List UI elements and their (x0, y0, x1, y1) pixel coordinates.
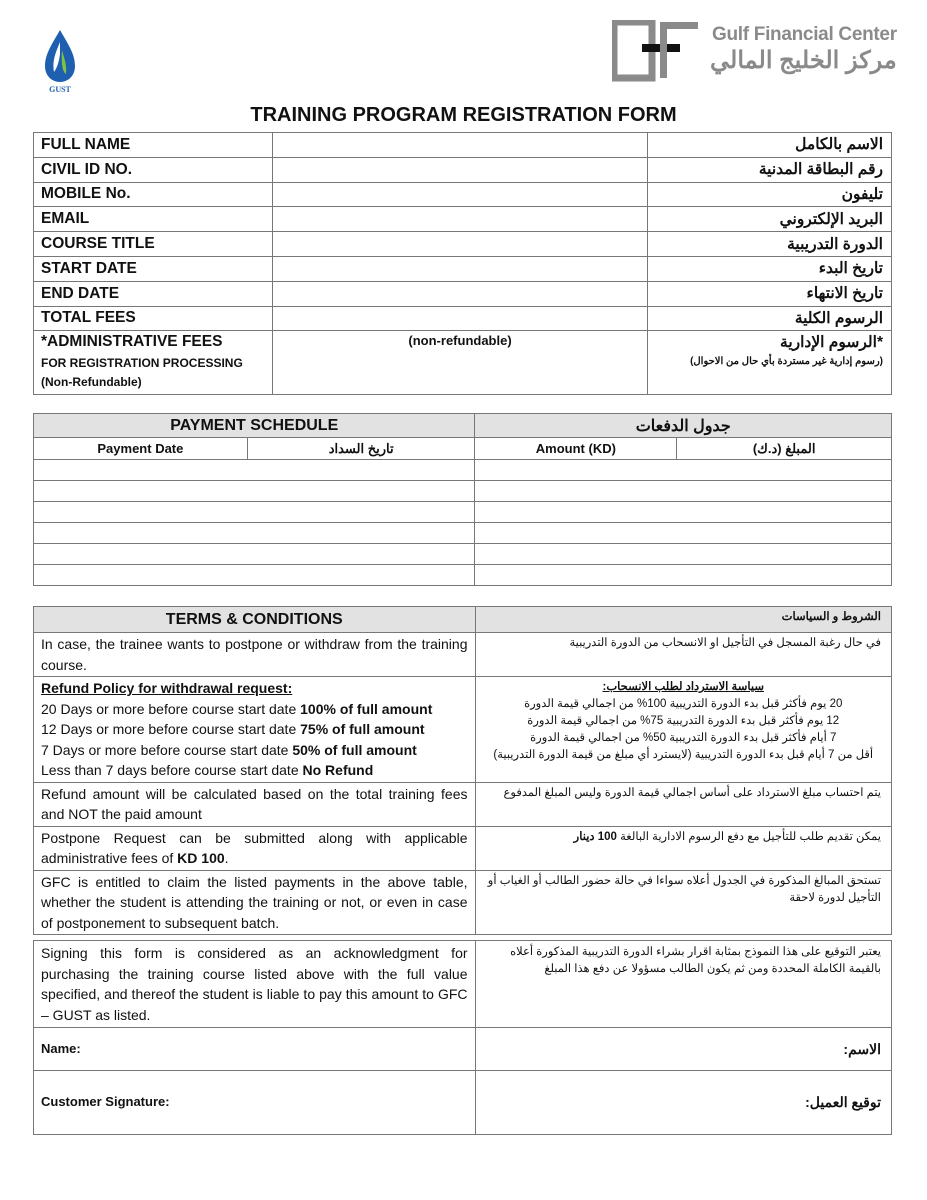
refund-calc-text: Refund amount will be calculated based on the total training fees and NOT the paid amount (34, 782, 476, 826)
svg-text:GUST: GUST (49, 85, 71, 94)
gust-logo (40, 28, 80, 94)
refund-policy (34, 677, 476, 783)
admin-fees-title-ar: *الرسوم الإدارية (780, 334, 883, 352)
postpone-text: In case, the trainee wants to postpone or withdraw from the training course. (34, 633, 476, 677)
payment-schedule-table (33, 413, 892, 586)
admin-fees-sub2: (Non-Refundable) (41, 375, 142, 390)
ack-text-ar: يعتبر التوقيع على هذا النموذج بمثابة اقرار بشراء الدورة التدريبية المذكورة أعلاه بالقيمة الكاملة المحددة ومن ثم يكون الطالب مسؤولا عن دفع هذا المبلغ (475, 941, 891, 1028)
terms-row (34, 677, 892, 783)
email-label: EMAIL (34, 207, 273, 232)
payment-row (34, 481, 892, 502)
total-fees-field[interactable] (272, 306, 647, 331)
terms-row (34, 633, 892, 677)
total-fees-label-ar: الرسوم الكلية (648, 306, 892, 331)
payment-amount-cell[interactable] (475, 460, 892, 481)
registration-info-table (33, 132, 892, 395)
payment-date-cell[interactable] (34, 544, 475, 565)
payment-row (34, 502, 892, 523)
payment-row (34, 565, 892, 586)
end-date-label: END DATE (34, 281, 273, 306)
info-row (34, 133, 892, 158)
full-name-label: FULL NAME (34, 133, 273, 158)
payment-row (34, 460, 892, 481)
postpone-request-text: Postpone Request can be submitted along with applicable administrative fees of KD 100. (34, 826, 476, 870)
name-row (34, 1028, 892, 1071)
gfc-logo (612, 20, 902, 84)
non-refundable-note: (non-refundable) (408, 333, 512, 349)
terms-row (34, 782, 892, 826)
name-field[interactable] (34, 1028, 476, 1071)
signature-field[interactable] (34, 1071, 476, 1135)
payment-date-cell[interactable] (34, 523, 475, 544)
postpone-text-ar: في حال رغبة المسجل في التأجيل او الانسحاب من الدورة التدريبية (475, 633, 892, 677)
mobile-field[interactable] (272, 182, 647, 207)
payment-date-cell[interactable] (34, 460, 475, 481)
form-title: TRAINING PROGRAM REGISTRATION FORM (250, 104, 677, 126)
terms-row (34, 870, 892, 935)
payment-title: PAYMENT SCHEDULE (34, 414, 475, 438)
name-field-ar[interactable] (475, 1028, 891, 1071)
payment-date-cell[interactable] (34, 481, 475, 502)
refund-line-ar: 20 يوم فأكثر قبل بدء الدورة التدريبية 100% من اجمالي قيمة الدورة (524, 698, 843, 710)
payment-row (34, 544, 892, 565)
terms-table (33, 606, 892, 935)
ack-row (34, 941, 892, 1028)
info-row (34, 306, 892, 331)
course-title-field[interactable] (272, 232, 647, 257)
signature-label-ar: توقيع العميل: (805, 1094, 881, 1110)
email-label-ar: البريد الإلكتروني (648, 207, 892, 232)
terms-row (34, 826, 892, 870)
payment-amount-cell[interactable] (475, 502, 892, 523)
amount-header-ar: المبلغ (د.ك) (677, 438, 892, 460)
payment-row (34, 523, 892, 544)
refund-policy-ar (475, 677, 892, 783)
civil-id-label: CIVIL ID NO. (34, 157, 273, 182)
postpone-request-text-ar: يمكن تقديم طلب للتأجيل مع دفع الرسوم الادارية البالغة 100 دينار (475, 826, 892, 870)
claim-text: GFC is entitled to claim the listed payments in the above table, whether the student is attending the training or not, or even in case of postponement to subsequent batch. (34, 870, 476, 935)
payment-amount-cell[interactable] (475, 481, 892, 502)
name-label-ar: الاسم: (843, 1040, 881, 1057)
acknowledgement-table (33, 940, 892, 1135)
info-row (34, 281, 892, 306)
signature-row (34, 1071, 892, 1135)
info-row (34, 232, 892, 257)
info-row (34, 182, 892, 207)
gfc-name-ar: مركز الخليج المالي (710, 47, 897, 74)
end-date-field[interactable] (272, 281, 647, 306)
terms-title-ar: الشروط و السياسات (475, 607, 892, 633)
mobile-label-ar: تليفون (648, 182, 892, 207)
info-row (34, 207, 892, 232)
refund-calc-text-ar: يتم احتساب مبلغ الاسترداد على أساس اجمالي قيمة الدورة وليس المبلغ المدفوع (475, 782, 892, 826)
refund-line: 20 Days or more before course start date 100% of full amount (41, 700, 433, 717)
refund-line-ar: 7 أيام فأكثر قبل بدء الدورة التدريبية 50% من اجمالي قيمة الدورة (530, 732, 837, 744)
admin-fees-label-ar (648, 331, 892, 395)
payment-amount-cell[interactable] (475, 544, 892, 565)
signature-field-ar[interactable] (475, 1071, 891, 1135)
admin-fees-sub1: FOR REGISTRATION PROCESSING (41, 356, 243, 371)
refund-line-ar: 12 يوم فأكثر قبل بدء الدورة التدريبية 75% من اجمالي قيمة الدورة (527, 715, 840, 727)
refund-line-ar: أقل من 7 أيام قبل بدء الدورة التدريبية (لايسترد أي مبلغ من قيمة الدورة التدريبية) (493, 749, 874, 761)
payment-date-cell[interactable] (34, 565, 475, 586)
info-row (34, 256, 892, 281)
payment-date-header-ar: تاريخ السداد (247, 438, 475, 460)
refund-line: Less than 7 days before course start date No Refund (41, 762, 374, 778)
start-date-field[interactable] (272, 256, 647, 281)
course-title-label-ar: الدورة التدريبية (648, 232, 892, 257)
admin-fees-title: *ADMINISTRATIVE FEES (41, 333, 223, 351)
info-row (34, 157, 892, 182)
mobile-label: MOBILE No. (34, 182, 273, 207)
drop-leaf-icon (40, 28, 80, 94)
refund-line: 7 Days or more before course start date 50% of full amount (41, 741, 417, 758)
admin-fees-sub-ar: (رسوم إدارية غير مستردة بأي حال من الاحوال) (690, 356, 883, 368)
civil-id-field[interactable] (272, 157, 647, 182)
terms-title: TERMS & CONDITIONS (34, 607, 476, 633)
terms-header-row (34, 607, 892, 633)
payment-date-header: Payment Date (34, 438, 248, 460)
admin-fees-row (34, 331, 892, 395)
payment-amount-cell[interactable] (475, 565, 892, 586)
payment-date-cell[interactable] (34, 502, 475, 523)
gfc-name-en: Gulf Financial Center (712, 24, 897, 45)
payment-column-row (34, 438, 892, 460)
signature-label: Customer Signature: (41, 1094, 170, 1110)
name-label: Name: (41, 1040, 81, 1056)
admin-fees-field[interactable] (272, 331, 647, 395)
start-date-label: START DATE (34, 256, 273, 281)
course-title-label: COURSE TITLE (34, 232, 273, 257)
refund-policy-title-ar: سياسة الاسترداد لطلب الانسحاب: (602, 681, 764, 693)
payment-amount-cell[interactable] (475, 523, 892, 544)
amount-header: Amount (KD) (475, 438, 677, 460)
claim-text-ar: تستحق المبالغ المذكورة في الجدول أعلاه سواءا في حالة حضور الطالب أو الغياب أو التأجيل لدورة لاحقة (475, 870, 892, 935)
payment-title-ar: جدول الدفعات (475, 414, 892, 438)
refund-policy-title: Refund Policy for withdrawal request: (41, 680, 293, 696)
civil-id-label-ar: رقم البطاقة المدنية (648, 157, 892, 182)
payment-header-row (34, 414, 892, 438)
ack-text: Signing this form is considered as an acknowledgment for purchasing the training course listed above with the full value specified, and thereof the student is liable to pay this amount to GFC – GUST as listed. (34, 941, 476, 1028)
end-date-label-ar: تاريخ الانتهاء (648, 281, 892, 306)
admin-fees-label (34, 331, 273, 395)
full-name-field[interactable] (272, 133, 647, 158)
email-field[interactable] (272, 207, 647, 232)
full-name-label-ar: الاسم بالكامل (648, 133, 892, 158)
total-fees-label: TOTAL FEES (34, 306, 273, 331)
gfc-mark-icon (612, 20, 702, 82)
start-date-label-ar: تاريخ البدء (648, 256, 892, 281)
refund-line: 12 Days or more before course start date 75% of full amount (41, 721, 425, 737)
